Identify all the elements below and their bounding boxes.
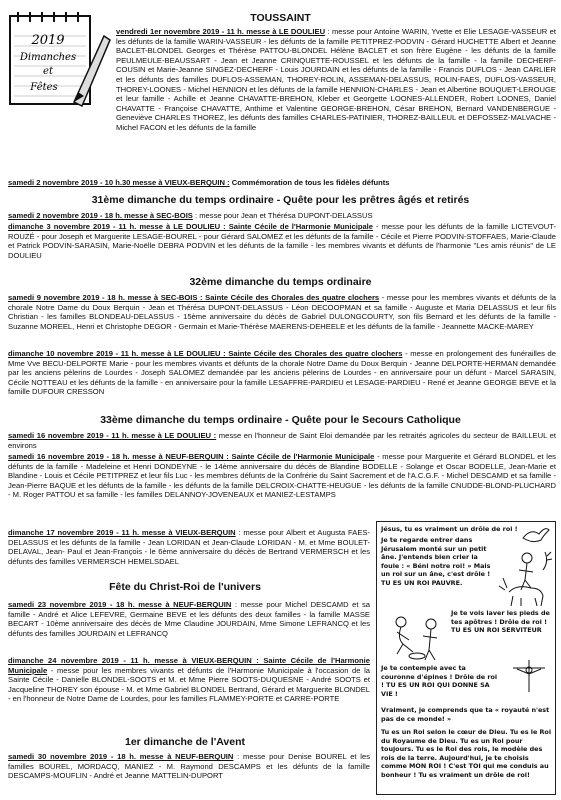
block-33b bbox=[8, 452, 556, 500]
lead-31a: samedi 2 novembre 2019 - 18 h. messe à SEC-BOIS bbox=[8, 211, 193, 220]
body-31a: : messe pour Jean et Thérésa DUPONT-DELASSUS bbox=[195, 211, 373, 220]
block-32a bbox=[8, 293, 556, 331]
title-32: 32ème dimanche du temps ordinaire bbox=[189, 276, 372, 288]
reflection-box bbox=[376, 521, 556, 795]
lead-32a: samedi 9 novembre 2019 - 18 h. messe à SEC-BOIS : Sainte Cécile des Chorales des quatre clochers bbox=[8, 293, 380, 302]
block-32b bbox=[8, 349, 556, 397]
body-commemoration: Commémoration de tous les fidèles défunts bbox=[231, 178, 390, 187]
title-31: 31ème dimanche du temps ordinaire - Quête pour les prêtres âgés et retirés bbox=[91, 194, 470, 206]
title-33: 33ème dimanche du temps ordinaire - Quête pour le Secours Catholique bbox=[100, 414, 461, 426]
body-33a: messe en l'honneur de Saint Eloi demandée par les retraités agricoles du secteur de BAILLEUL et environs bbox=[8, 431, 556, 450]
crucifix-drawing bbox=[507, 658, 551, 694]
logo-line2: et bbox=[43, 66, 53, 77]
lead-christ-b: dimanche 24 novembre 2019 - 11 h. messe à VIEUX-BERQUIN : Sainte Cécile de l'Harmonie Municipale bbox=[8, 656, 370, 675]
body-32b: - messe en prolongement des funérailles de Mme Vve BECU-DELPORTE Marie - pour les membres vivants et défunts de la chorale Notre Dame du Doux Berquin - Jeanne DELPORTE-HERMAN demandée par les anciens pèlerins de Lourdes - Joseph SALOMEZ demandée par les anciens pèlerins de Lourdes - en anniversaire pour un défunt - Marcel SARASIN, Cécile NOTTEAU et les défunts de la famille - en anniversaire pour la famille LESAFFRE-PARDIEU et LESAGE-PARDIEU - René et Jeanne GEORGE BEVE et la famille DUFOUR CRESSON bbox=[8, 349, 556, 397]
box-paragraph-2: Je te vois laver les pieds de tes apôtres ! Drôle de roi ! TU ES UN ROI SERVITEUR bbox=[451, 609, 550, 635]
body-32a: - messe pour les membres vivants et défunts de la chorale Notre Dame du Doux Berquin - Jean et Thérésa DUPONT-DELASSUS - Léon DECOOPMAN et sa famille - Auguste et Maria DELASSUS et leur fils Christian - les familles BLONDEAU-DELASSUS - 15ème anniversaire du décès de Gabriel DULONGCOURTY, son fils Bernard et les défunts de la famille - Suzanne MOREEL, Henri et Christophe DEGOR - Germain et Marie-Thérèse MAERENS-DEHEELE et les défunts de la famille - Jeannette MACKE-MAREY bbox=[8, 293, 557, 331]
lead-33b: samedi 16 novembre 2019 - 18 h. messe à NEUF-BERQUIN : Sainte Cécile de l'Harmonie Municipale bbox=[8, 452, 375, 461]
lead-toussaint: vendredi 1er novembre 2019 - 11 h. messe à LE DOULIEU bbox=[116, 27, 326, 36]
lead-christ-a: samedi 23 novembre 2019 - 18 h. messe à NEUF-BERQUIN bbox=[8, 600, 232, 609]
lead-31b: dimanche 3 novembre 2019 - 11 h. messe à LE DOULIEU : Sainte Cécile de l'Harmonie Municipale bbox=[8, 222, 374, 231]
body-33b: - messe pour Marguerite et Gérard BLONDEL et les défunts de la famille - Madeleine et Henri DONDEYNE - le 14ème anniversaire du décès de Blandine BODELLE - Solange et Oscar BODELLE, Jean-Marie et Blandine - Louis et Cécile PETITPREZ et leur fils Luc - les membres défunts de la Confrérie du Saint Sacrement et de l'A.C.G.F. - Michel DESCAMD et sa famille - Jean-Pierre BAQUE et les défunts de la famille - les défunts de la famille DELCROIX-CHATTE-HEUGUE - les défunts de la famille CNUDDE-BLOND-PLUCHARD - M. Roger PATTOU et sa famille - les familles DELANNOY-JOVENEAUX et MANIEZ-LESTAMPS bbox=[8, 452, 556, 500]
block-31a bbox=[8, 211, 556, 221]
dove-icon bbox=[521, 524, 551, 548]
body-avent: : messe pour Denise BOUREL et les familles BOUREL, MORDACQ, MANIEZ - M. Raymond DESCAMPS et les défunts de la famille DESCAMPS-MOUFLIN - André et Jeanne MATTELIN-DUPORT bbox=[8, 752, 370, 781]
title-avent: 1er dimanche de l'Avent bbox=[125, 736, 245, 748]
lead-commemoration: samedi 2 novembre 2019 - 10 h.30 messe à VIEUX-BERQUIN : bbox=[8, 178, 230, 187]
box-paragraph-1: Je te regarde entrer dans Jérusalem monté sur un petit âne. J'entends bien crier la foule : « Béni notre roi! » Mais un roi sur un âne, c'est drôle ! TU ES UN ROI PAUVRE. bbox=[381, 536, 491, 587]
title-christ-roi: Fête du Christ-Roi de l'univers bbox=[109, 581, 261, 593]
logo-line1: Dimanches bbox=[19, 52, 77, 63]
block-33c bbox=[8, 528, 370, 566]
box-paragraph-5: Tu es un Roi selon le cœur de Dieu. Tu es le Roi du Royaume de Dieu. Tu es un Roi pour toujours. Tu es le Roi des rois, le modèle des rois de la terre. Aujourd'hui, je te choisis comme MON ROI ! C'est TOI qui me conduis au bonheur ! Tu es vraiment un drôle de roi! bbox=[381, 728, 552, 779]
donkey-entry-drawing bbox=[497, 548, 553, 610]
block-christ-b bbox=[8, 656, 370, 704]
box-paragraph-4: Vraiment, je comprends que ta « royauté n'est pas de ce monde! » bbox=[381, 706, 550, 723]
foot-washing-drawing bbox=[383, 614, 445, 662]
block-toussaint bbox=[116, 27, 556, 133]
body-christ-a: : messe pour Michel DESCAMD et sa famille - André et Alice LEFEVRE, Germaine BEVE et les défunts des deux familles - la famille MASSE BECART - 10ème anniversaire des décès de Mme Claudine JOURDAIN, Mme Simone LEFRANCQ et les défunts des familles JOURDAIN et LEFRANCQ bbox=[8, 600, 370, 638]
logo-year: 2019 bbox=[31, 33, 65, 48]
body-toussaint: : messe pour Antoine WARIN, Yvette et Elie LESAGE-VASSEUR et les défunts de la famille WARIN-VASSEUR - les défunts de la famille PETITPREZ-PODVIN - Gérard HUCHETTE Albert et Jeanne BACLET-BLONDEL Georges et Thérèse PATTOU-BLONDEL Hélène BACLET et son frère Eugène - les défunts de la famille PEULMEULE-BEAUSSART - Jean et Jeanne CRINQUETTE-ROUSSEL et les défunts de la famille - la famille DECHERF-COUSIN et Marie-Jeanne SINGEZ-DECHERF - Louis JOURDAIN et les défunts de la famille - Francis DUFLOS - Jean CARLIER et les défunts des familles DUFLOS-ASSEMAN, THOREY-ROLIN, ASSEMAN-DELASSUS, ROLIN-FAES, DUFLOS-VASSEUR, THOREY-LOONES - Michel HENNION et les défunts de la famille HENNION-CHARLES - Jean et Albertine BOUQUET-LEROUGE et leur famille - Achille et Jeanne CHAVATTE-BREHON, Kleber et Georgette LOONES-ALLENDER, Robert LOONES, Daniel CHAVATTE - Françoise CHAVATTE, Anthime et Valentine GEORGE-BREHON, César BREHON, Bernard VANDENBERGUE - Geneviève CHARLES THOREZ, les défunts des familles CHARLES-PATINIER, THOREZ-BAILLEUL et DEFOSSEZ-MALVACHE - Michel FACON et les défunts de la famille bbox=[116, 27, 556, 132]
block-christ-a bbox=[8, 600, 370, 638]
block-avent bbox=[8, 752, 370, 781]
title-toussaint: TOUSSAINT bbox=[250, 12, 311, 24]
block-31b bbox=[8, 222, 556, 260]
lead-33c: dimanche 17 novembre 2019 - 11 h. messe à VIEUX-BERQUIN bbox=[8, 528, 236, 537]
box-paragraph-3: Je te contemple avec ta couronne d'épines ! Drôle de roi ! TU ES UN ROI QUI DONNE SA VIE ! bbox=[381, 664, 498, 698]
lead-avent: samedi 30 novembre 2019 - 18 h. messe à NEUF-BERQUIN bbox=[8, 752, 234, 761]
logo-line3: Fêtes bbox=[30, 82, 58, 93]
block-33a bbox=[8, 431, 556, 450]
lead-33a: samedi 16 novembre 2019 - 11 h. messe à LE DOULIEU : bbox=[8, 431, 217, 440]
body-31b: - messe pour les défunts de la famille LICTEVOUT-ROUZÉ - pour Joseph et Marguerite LESAGE-BOUREL - pour Gérard SALOMEZ et les défunts de la famille - Cécile et Pierre PODVIN-STOFFAES, Marie-Claude et Patrick PODVIN-SARASIN, Marie-Noëlle DEBRA PODVIN et les défunts de la famille - les membres vivants et défunts de l'harmonie "Les amis réunis" de LE DOULIEU bbox=[8, 222, 556, 260]
block-commemoration bbox=[8, 178, 556, 188]
lead-32b: dimanche 10 novembre 2019 - 11 h. messe à LE DOULIEU : Sainte Cécile des Chorales des quatre clochers bbox=[8, 349, 403, 358]
body-christ-b: - messe pour les membres vivants et défunts de l'Harmonie Municipale à l'occasion de la Sainte Cécile - Danielle BLONDEL-SOOTS et M. et Mme Pierre SOOTS-DUQUESNE - André SOOTS et Jacqueline THOREY son épouse - M. et Mme Gabriel BLONDEL Bertrand, Gérard et Marguerite BLONDEL - en l'honneur de Notre Dame de Lourdes, pour les familles FLAMMEY-PORTE et CARRE-PORTE bbox=[8, 665, 370, 704]
body-33c: : messe pour Albert et Augusta FAES-DELASSUS et les défunts de la famille - Jean LORIDAN et Jean-Claude LORIDAN - M. et Mme BOULET-DELAVAL, Jean- Paul et Jean-François - le 6ème anniversaire du décès de Bertrand VERMERSCH et les défunts des familles VERMERSCH HEMELSDAEL bbox=[8, 528, 370, 566]
box-heading: Jésus, tu es vraiment un drôle de roi ! bbox=[381, 525, 518, 533]
